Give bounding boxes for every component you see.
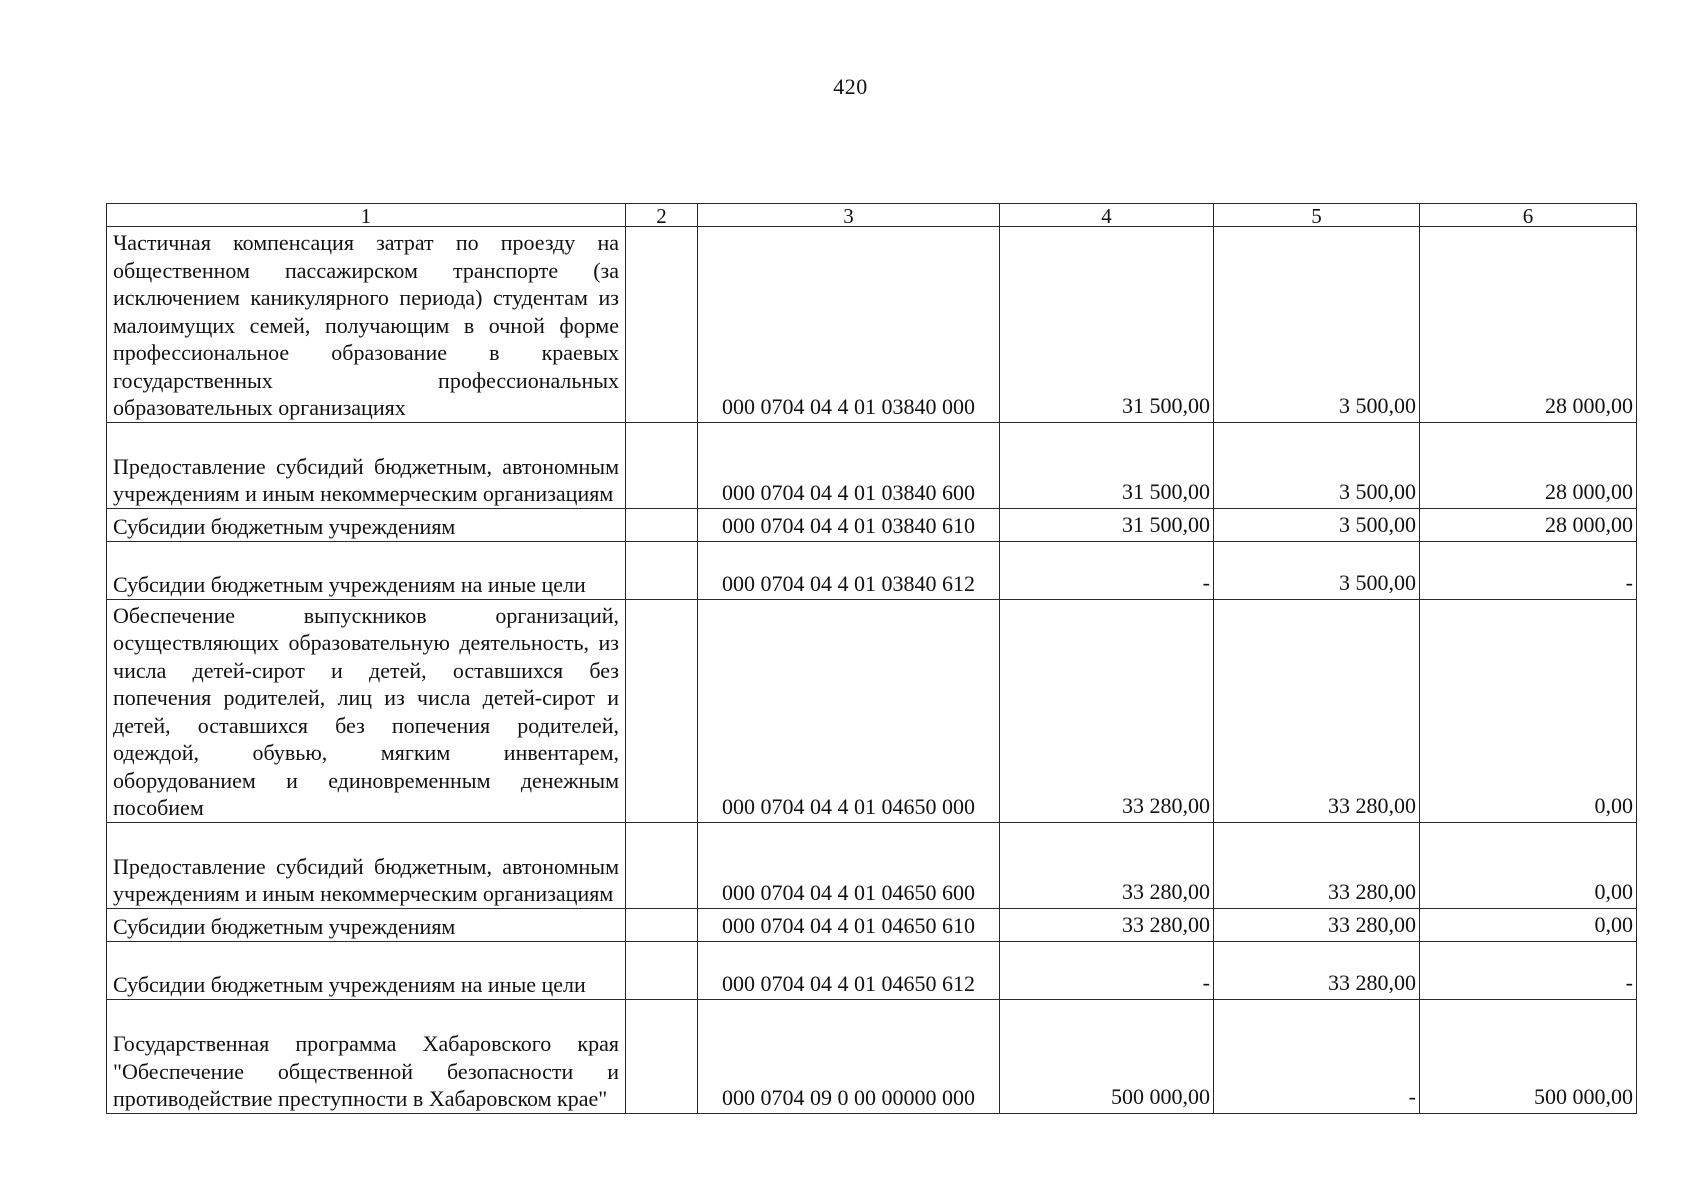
row-col4-value: 33 280,00 — [1000, 599, 1214, 822]
row-col5-value: 33 280,00 — [1214, 822, 1420, 908]
row-col6-value: - — [1420, 941, 1637, 999]
table-row — [107, 941, 1637, 999]
row-name: Обеспечение выпускников организаций, осуществляющих образовательную деятельность, из числа детей-сирот и детей, оставшихся без попечения родителей, лиц из числа детей-сирот и детей, оставшихся без попечения родителей, одеждой, обувью, мягким инвентарем, оборудованием и единовременным денежным пособием — [107, 599, 626, 822]
column-header-1: 1 — [107, 204, 626, 227]
table-row — [107, 822, 1637, 908]
table-row — [107, 508, 1637, 541]
row-name: Предоставление субсидий бюджетным, автономным учреждениям и иным некоммерческим организациям — [107, 822, 626, 908]
row-col2 — [626, 999, 698, 1113]
row-col4-value: 31 500,00 — [1000, 227, 1214, 423]
row-col6-value: - — [1420, 541, 1637, 599]
row-code: 000 0704 04 4 01 03840 612 — [698, 541, 1000, 599]
row-col6-value: 0,00 — [1420, 599, 1637, 822]
header-row — [107, 204, 1637, 227]
row-code: 000 0704 04 4 01 03840 600 — [698, 422, 1000, 508]
row-col6-value: 28 000,00 — [1420, 422, 1637, 508]
column-header-5: 5 — [1214, 204, 1420, 227]
row-col2 — [626, 822, 698, 908]
row-col2 — [626, 508, 698, 541]
table-row — [107, 599, 1637, 822]
table-row — [107, 541, 1637, 599]
row-col6-value: 0,00 — [1420, 822, 1637, 908]
row-code: 000 0704 04 4 01 04650 000 — [698, 599, 1000, 822]
row-col5-value: 3 500,00 — [1214, 508, 1420, 541]
row-col5-value: 33 280,00 — [1214, 599, 1420, 822]
row-col4-value: 31 500,00 — [1000, 422, 1214, 508]
table-row — [107, 227, 1637, 423]
row-col2 — [626, 908, 698, 941]
row-col6-value: 28 000,00 — [1420, 227, 1637, 423]
row-code: 000 0704 04 4 01 04650 612 — [698, 941, 1000, 999]
row-col5-value: 33 280,00 — [1214, 908, 1420, 941]
row-col6-value: 28 000,00 — [1420, 508, 1637, 541]
column-header-4: 4 — [1000, 204, 1214, 227]
row-col2 — [626, 941, 698, 999]
row-col2 — [626, 422, 698, 508]
row-col4-value: - — [1000, 541, 1214, 599]
column-header-6: 6 — [1420, 204, 1637, 227]
row-col5-value: - — [1214, 999, 1420, 1113]
row-col2 — [626, 541, 698, 599]
page-number: 420 — [833, 74, 868, 99]
row-col5-value: 3 500,00 — [1214, 541, 1420, 599]
budget-table — [106, 203, 1637, 1114]
column-header-2: 2 — [626, 204, 698, 227]
row-name: Субсидии бюджетным учреждениям на иные цели — [107, 941, 626, 999]
table-row — [107, 422, 1637, 508]
row-col2 — [626, 227, 698, 423]
row-code: 000 0704 04 4 01 04650 610 — [698, 908, 1000, 941]
row-col5-value: 3 500,00 — [1214, 227, 1420, 423]
table-row — [107, 999, 1637, 1113]
row-col4-value: - — [1000, 941, 1214, 999]
row-col2 — [626, 599, 698, 822]
row-name: Субсидии бюджетным учреждениям — [107, 908, 626, 941]
row-code: 000 0704 04 4 01 04650 600 — [698, 822, 1000, 908]
row-code: 000 0704 04 4 01 03840 610 — [698, 508, 1000, 541]
row-col6-value: 500 000,00 — [1420, 999, 1637, 1113]
row-name: Частичная компенсация затрат по проезду на общественном пассажирском транспорте (за исключением каникулярного периода) студентам из малоимущих семей, получающим в очной форме профессиональное образование в краевых государственных профессиональных образовательных организациях — [107, 227, 626, 423]
row-code: 000 0704 09 0 00 00000 000 — [698, 999, 1000, 1113]
table-body — [107, 227, 1637, 1114]
row-name: Субсидии бюджетным учреждениям — [107, 508, 626, 541]
row-col6-value: 0,00 — [1420, 908, 1637, 941]
row-code: 000 0704 04 4 01 03840 000 — [698, 227, 1000, 423]
row-name: Государственная программа Хабаровского края "Обеспечение общественной безопасности и противодействие преступности в Хабаровском крае" — [107, 999, 626, 1113]
row-col5-value: 3 500,00 — [1214, 422, 1420, 508]
row-col4-value: 31 500,00 — [1000, 508, 1214, 541]
row-col4-value: 33 280,00 — [1000, 908, 1214, 941]
row-col4-value: 33 280,00 — [1000, 822, 1214, 908]
column-header-3: 3 — [698, 204, 1000, 227]
table-header — [107, 204, 1637, 227]
row-name: Субсидии бюджетным учреждениям на иные цели — [107, 541, 626, 599]
row-col4-value: 500 000,00 — [1000, 999, 1214, 1113]
table-row — [107, 908, 1637, 941]
row-col5-value: 33 280,00 — [1214, 941, 1420, 999]
row-name: Предоставление субсидий бюджетным, автономным учреждениям и иным некоммерческим организациям — [107, 422, 626, 508]
